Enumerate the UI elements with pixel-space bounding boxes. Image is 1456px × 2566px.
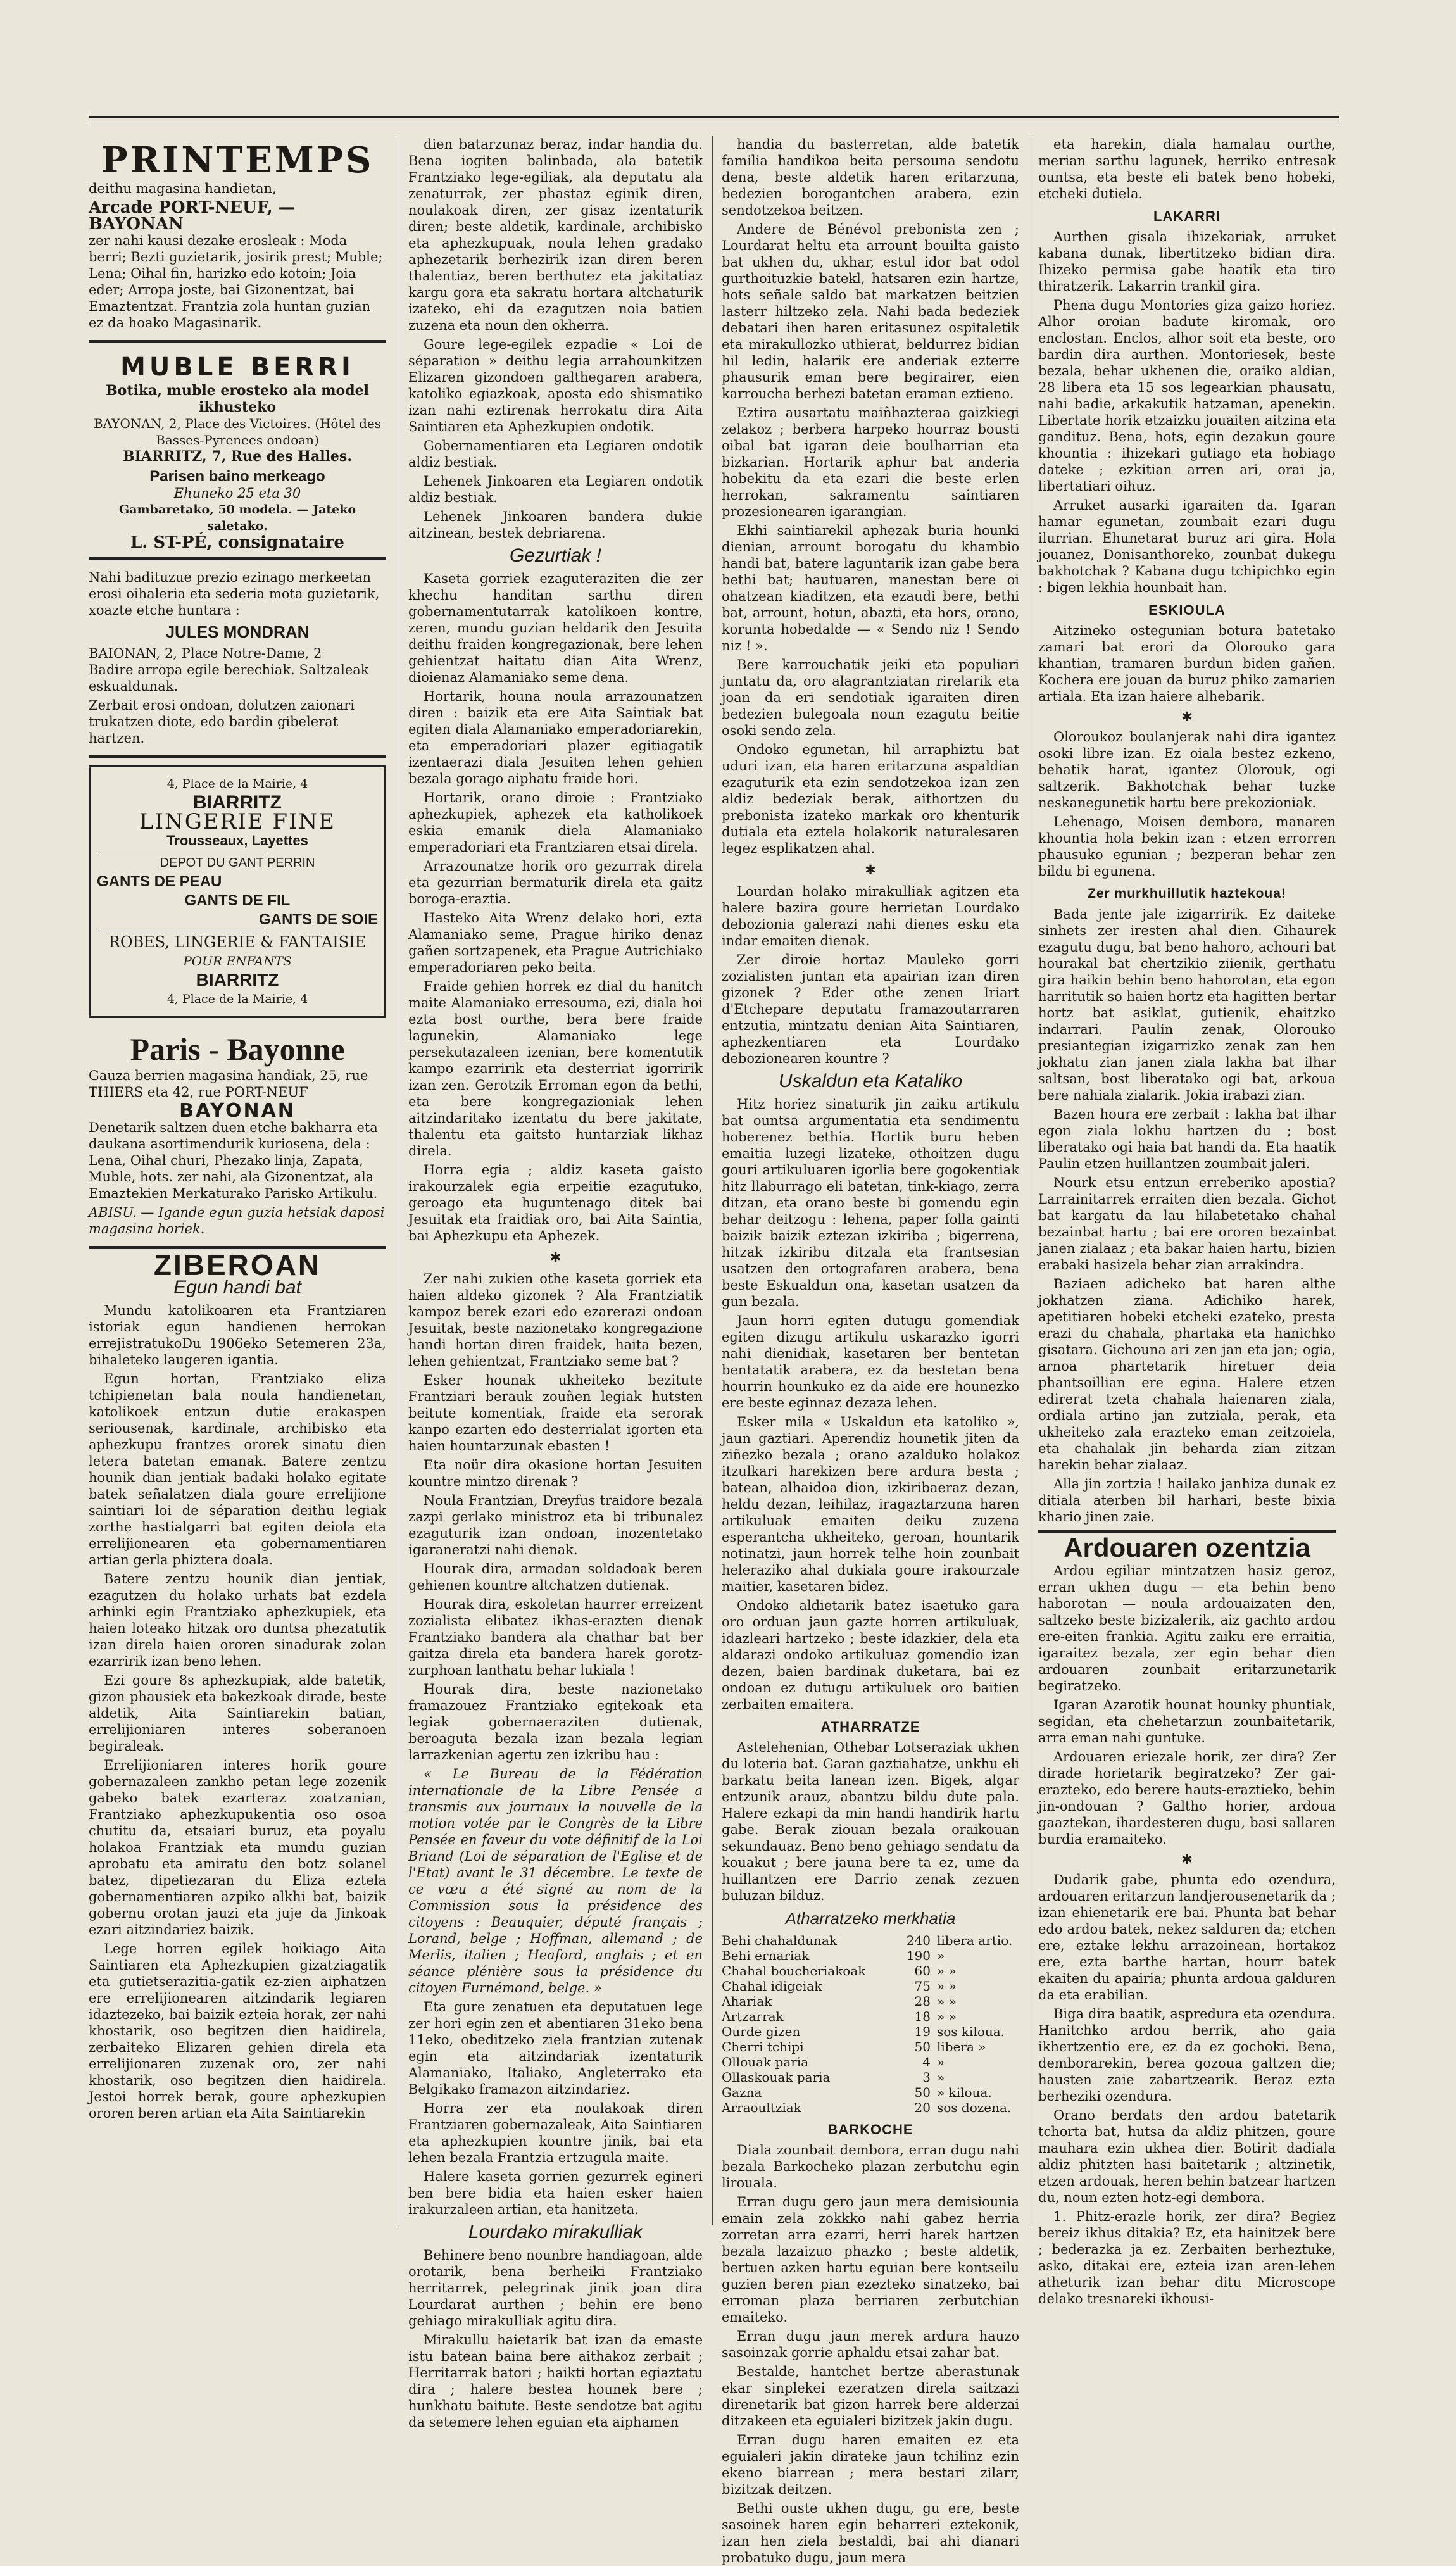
asterisk-divider: ✱	[865, 862, 876, 877]
asterisk-divider: ✱	[1181, 709, 1193, 724]
article-paragraph: Mirakullu haietarik bat izan da emaste istu batean baina bere aithakoz zerbait ; Herritarrak batori ; haikti hortan egiaztatu dira ; halere bestea hounek bere ; hunkhatu baitute. Beste sendotze bat agitu da setemere lehen eguian eta aiphamen	[408, 2332, 703, 2430]
article-paragraph: Ondoko egunetan, hil arraphiztu bat uduri izan, eta haren eritarzuna aspaldian ezaguturik eta ezin sendotzekoa izan zen aldiz bedeziak berak, aithortzen du prebonista izateko markak oro khenturik dutiala eta eztela holakorik naturalesaren legez esplikatzen ahal.	[722, 742, 1019, 856]
article-paragraph: Orano berdats den ardou batetarik tchorta bat, hutsa da aldiz phitzen, goure mauhara ezin ukhea dier. Botirit dadiala aldiz phitzten hasi baitetarik ; altzinetik, etzen ardouak, heren behin batzear hartzen du, noun ezten hotz-egi dembora.	[1038, 2108, 1336, 2205]
heading-merkhatia: Atharratzeko merkhatia	[785, 1909, 956, 1928]
ad-mondran	[89, 565, 386, 758]
column-4	[1038, 136, 1336, 2306]
article-paragraph: Oloroukoz boulanjerak nahi dira igantez osoki libre izan. Ez oiala bestez ezkeno, behatik harat, igantez Olorouk, ogi saltzerik. Bakhotchak behar tuzke neskanegunetik hartu bere prekozioniak.	[1038, 729, 1336, 810]
article-paragraph: Lourdan holako mirakulliak agitzen eta halere bazira goure herrietan Lourdako debozionia galerazi nahi dienes esku eta indar emaiten dienak.	[722, 884, 1019, 948]
article-paragraph: Arruket ausarki igaraiten da. Igaran hamar egunetan, zounbait ezari dugu ilurrian. Ehunetarat buruz ari gira. Hola jouanez, Donisanthoreko, zounbat dukegu bakhotchak ? Kabana dugu tchipichko egin : bigen lekhia hounbait han.	[1038, 498, 1336, 595]
article-paragraph: Lehenek Jinkoaren eta Legiaren ondotik aldiz bestiak.	[408, 474, 703, 505]
article-paragraph: Erran dugu haren emaiten ez eta eguialeri jakin dirateke jaun tchilinz ezin ekeno biarrean ; mera bestari zilarr, bizitzak deitzen.	[722, 2432, 1019, 2497]
ad-mondran-text2: Badire arropa egile berechiak. Saltzaleak eskualdunak.	[89, 662, 369, 694]
article-paragraph: Hortarik, orano diroie : Frantziako aphezkupiek, aphezek eta katholikoek eskia emanik diela Alamaniako emperadoriari eta Frantziaren etsai direla.	[408, 790, 703, 855]
ad-printemps	[89, 136, 386, 343]
ad-paris-bayonne	[89, 1027, 386, 1249]
heading-murkhuillu: Zer murkhuillutik haztekoua!	[1088, 886, 1286, 901]
article-paragraph: Behinere beno nounbre handiagoan, alde orotarik, bena berheiki Frantziako herritarrek, pelegrinak jinik joan dira Lourdarat aurthen ; behin ere beno gehiago mirakulliak agitu dira.	[408, 2248, 703, 2329]
ad-printemps-line2: Arcade PORT-NEUF, — BAYONAN	[89, 198, 295, 234]
article-paragraph: Batere zentzu hounik dian jentiak, ezagutzen du holako urhats bat ezdela arhinki egin Frantziako aphezkupiek, eta haien loteako hitzak oro duntsa phezatutik izan direla haien ororen sinadurak zolan ezarririk izan beno lehen.	[89, 1571, 386, 1669]
heading-uskaldun-eta-kataliko: Uskaldun eta Kataliko	[778, 1071, 963, 1091]
price-row: Ourde gizen 19 sos kiloua.	[722, 2024, 1005, 2039]
article-paragraph: Eta gure zenatuen eta deputatuen lege zer hori egin zen et abentiaren 31eko bena 11eko, obeditzeko ziela frantzian zutenak egin eta aitzindariak izentaturik Alamaniako, Italiako, Angleterrako eta Belgikako framazon aitzindariez.	[408, 1999, 703, 2097]
article-paragraph: Ezi goure 8s aphezkupiak, alde batetik, gizon phausiek eta bakezkoak dirade, beste aldetik, Aita Saintiarekin batian, errelijioniaren interes soberanoen begiraleak.	[89, 1673, 386, 1754]
ad-lingerie-l3: LINGERIE FINE	[139, 809, 336, 834]
article-paragraph: eta harekin, diala hamalau ourthe, merian sarthu lagunek, herriko entresak ountsa, eta beste eli batek beno hobeki, etcheki dutiela.	[1038, 137, 1336, 201]
article-paragraph: Aurthen gisala ihizekariak, arruket kabana dunak, libertitzeko bidian dira. Ihizeko permisa gabe haatik eta tiro thiratzerik. Lakarrin trankil gira.	[1038, 229, 1336, 294]
heading-ardouaren-ozentzia: Ardouaren ozentzia	[1064, 1533, 1310, 1563]
ad-lingerie-box	[89, 765, 386, 1018]
article-paragraph: Kaseta gorriek ezaguteraziten die zer khechu handitan sarthu diren gobernamentutarrak katolikoen kontre, zeren, mundu guzian heldarik den Jesuita deithu fraiden kongregazionak, bere lehen gehientzat haitatu dian Aita Wrenz, dioienaz Alamaniako seme dena.	[408, 571, 703, 685]
top-rule	[89, 116, 1339, 122]
article-paragraph: Jaun horri egiten dutugu gomendiak egiten dizugu artikulu uskarazko igorri nahi dienidiak, kasetaren ber bentetan bentatatik arabera, ez da bestetan bena hourrin hounkuko ez da aide ere hounezko ere beste eginnaz dezaza lehen.	[722, 1313, 1019, 1411]
article-paragraph: « Le Bureau de la Fédération internationale de la Libre Pensée a transmis aux journaux la nouvelle de la motion votée par le Congrès de la Libre Pensée en faveur du vote définitif de la Loi Briand (Loi de séparation de l'Eglise et de l'Etat) avant le 31 décembre. Le texte de ce vœu a été signé au nom de la Commission sous la présidence des citoyens : Beauquier, député français ; Lorand, belge ; Hoffman, allemand ; de Merlis, italien ; Heaford, anglais ; et en séance plénière sous la présidence du citoyen Furnémond, belge. »	[408, 1766, 703, 1996]
article-paragraph: Mundu katolikoaren eta Frantziaren istoriak egun handienen herrokan errejistratukoDu 1906eko Setemeren 23a, bihaleteko laugeren igantia.	[89, 1303, 386, 1368]
ad-paris-l2: BAYONAN	[179, 1100, 296, 1122]
ad-lingerie-l11: BIARRITZ	[196, 970, 279, 990]
column-divider	[712, 136, 713, 2225]
ad-printemps-title: PRINTEMPS	[101, 139, 374, 181]
article-paragraph: Igaran Azarotik hounat hounky phuntiak, segidan, eta chehetarzun zounbaitetarik, arra eman nahi guntuke.	[1038, 1697, 1336, 1745]
article-paragraph: Noula Frantzian, Dreyfus traidore bezala zazpi gerlako ministroz eta bi tribunalez ezaguturik izan ondoan, inozentetako igaraneratzi nahi dienak.	[408, 1493, 703, 1557]
article-paragraph: handia du basterretan, alde batetik familia handikoa beita persouna sendotu dena, beste aldetik haren eritarzuna, bedezien borogantchen arabera, ezin sendotzekoa beitzen.	[722, 137, 1019, 218]
article-paragraph: Biga dira baatik, aspredura eta ozendura. Hanitchko ardou berrik, aho gaia ikhertzentio ere, ez da ez gochoki. Bena, demborarekin, berea gozoua galtzen die; hausten zaie zabartzearik. Beraz ezta berheziki ozendura.	[1038, 2006, 1336, 2104]
price-row: Ahariak 28 » »	[722, 1994, 957, 2009]
article-paragraph: Bazen houra ere zerbait : lakha bat ilhar egon ziala lokhu hartzen du ; bost liberatako ogi haia bat handi da. Eta haatik Paulin etzen huillantzen zoumbait jaleri.	[1038, 1107, 1336, 1171]
column-3	[722, 136, 1019, 2565]
article-paragraph: Baziaen adicheko bat haren althe jokhatzen ziana. Adichiko harek, apetitiaren hobeki etcheki ezateko, presta erazi du chahala, phartaka eta hanichko gisatara. Gichouna ari zen jan eta jan; ogia, arnoa phartetarik hiretuer deia phantsoillian ere egina. Halere etzen edirerat tzeta chahala haienaren ziala, ordiala artino jan zutziala, perak, eta ukheiteko zala erazteko eman zeitzoiela, eta chahalak jin beharda zian zitzan harekin behar zialaaz.	[1038, 1276, 1336, 1473]
column-2	[408, 136, 703, 2430]
article-paragraph: Nourk etsu entzun erreberiko apostia? Larrainitarrek erraiten dien bezala. Gichot bat kargatu da lau hilabetetako chahal bezainbat hartu ; bai ere ororen bezainbat janen zialaaz ; eta bakar haien hartu, bizien erabaki hasizela behar zian arrakindra.	[1038, 1175, 1336, 1273]
article-paragraph: Bada jente jale izigarririk. Ez daiteke sinhets zer iresten ahal dien. Gihaurek ezagutu dugu, bat beno hahoro, achouri bat hourakal bat chertzikio ziienik, gerthatu gira haikin behin beno hahorotan, eta egon harritutik so haien hortz eta hagitten bertar hortz bat asiklat, gutienik, ehaitzko indarrari. Paulin zenak, Olorouko presiantegian izigarrizko zenak zan hen jokhatu zian janen ziala lakha bat ilhar saltsan, bost liberatako ogi bat, arkoua bere nahiala zialarik. Jokia irabazi zian.	[1038, 907, 1336, 1103]
article-paragraph: Ardouaren eriezale horik, zer dira? Zer dirade horietarik begiratzeko? Zer gai-erazteko, edo berere hauts-eraztieko, behin jin-ondouan ? Galtho horier, ardoua gaaztekan, ihardesteren dugu, basi sallaren burdia eramaiteko.	[1038, 1749, 1336, 1847]
heading-eskioula: ESKIOULA	[1148, 602, 1226, 618]
price-row: Behi ernariak 190 »	[722, 1948, 945, 1963]
price-row: Arraoultziak 20 sos dozena.	[722, 2100, 1012, 2115]
ad-lingerie-l10: POUR ENFANTS	[183, 953, 292, 969]
ad-muble-line2: BAYONAN, 2, Place des Victoires. (Hôtel des Basses-Pyrenees ondoan)	[93, 416, 382, 448]
ad-paris-l1: Gauza berrien magasina handiak, 25, rue THIERS eta 42, rue PORT-NEUF	[89, 1068, 368, 1100]
ad-lingerie-l5: DEPOT DU GANT PERRIN	[160, 856, 315, 870]
ad-muble-line3: BIARRITZ, 7, Rue des Halles.	[123, 448, 352, 465]
ad-lingerie-l1: 4, Place de la Mairie, 4	[166, 777, 308, 791]
ad-paris-text: Denetarik saltzen duen etche bakharra eta daukana asortimendurik kuriosena, dela : Lena, Oihal churi, Phezako linja, Zapata, Muble, hots. zer nahi, ala Gizonentzat, ala Emaztekien Merkaturako Parisko Artikulu.	[89, 1120, 378, 1201]
ad-lingerie-l4: Trousseaux, Layettes	[166, 833, 308, 848]
ad-mondran-addr: BAIONAN, 2, Place Notre-Dame, 2	[89, 646, 322, 661]
ad-printemps-text: zer nahi kausi dezake erosleak : Moda berri; Bezti guzietarik, josirik prest; Muble; Lena; Oihal fin, harizko edo kotoin; Joia eder; Arropa joste, bai Gizonentzat, bai Emaztentzat. Frantzia zola huntan guzian ez da hoako Magasinarik.	[89, 233, 383, 330]
heading-barkoche: BARKOCHE	[827, 2122, 913, 2137]
price-row: Behi chahaldunak 240 libera artio.	[722, 1933, 1013, 1948]
article-paragraph: Dudarik gabe, phunta edo ozendura, ardouaren eritarzun landjerousenetarik da ; izan ehienetarik ere bai. Phunta bat behar edo ardou batek, nekez salduren da; etchen ere, eztake lekhu arrazoinean, hortakoz ere, ezta barthe hartan, hourr batek ekaiten du apairia; phunta ardoua galduren da eta erabilian.	[1038, 1872, 1336, 2003]
article-paragraph: Lege horren egilek hoikiago Aita Saintiaren eta Aphezkupien gizatziagatik eta gutietserazitia-gatik ez-zien aiphatzen ere errelijionearen aitzindarik legiaren idaztezeko, bai baizik ezteia horak, zer nahi khostarik, oso begitzen dien haidirela, zerbaiteko Elizaren gehien direla eta errelijionaren zuzenak oro, zer nahi khostarik, oso begitzen dien haidirela. Jestoi horrek berak, goure aphezkupien ororen beren artian eta Aita Saintiarekin	[89, 1941, 386, 2121]
article-paragraph: Hourak dira, eskoletan haurrer erreizent zozialista elibatez ikhas-erazten dienak Frantziako bandera ala chathar bat ber gaitza direla eta bandera harek gorotz-zurphoan lanthatu behar lukiala !	[408, 1597, 703, 1678]
article-paragraph: Esker hounak ukheiteko bezitute Frantziari berauk zouñen legiak hutsten beitute komentiak, fraide eta serorak kanpo ezarten edo desterrialat igorten eta haien hountarzunak ebasten !	[408, 1373, 703, 1454]
article-paragraph: Ondoko aldietarik batez isaetuko gara oro orduan jaun gazte horren artikuluak, idazleari hartzeko ; beste idazkier, dela eta aldarazi ondoko artikuluaz gomendio izan dezen, baien bardinak duketara, bai ez ondoan ez dutugu artikuluek oro baitien zerbaiten emaitera.	[722, 1598, 1019, 1712]
article-paragraph: Hasteko Aita Wrenz delako hori, ezta Alamaniako seme, Prague hiriko denaz gañen sortzapenek, eta Prague Autrichiako emperadoriaren peko beita.	[408, 910, 703, 975]
heading-egun-handi-bat: Egun handi bat	[173, 1277, 301, 1298]
heading-gezurtiak: Gezurtiak !	[509, 545, 602, 566]
price-row: Chahal boucheriakoak 60 » »	[722, 1963, 957, 1978]
ad-mondran-name: JULES MONDRAN	[165, 622, 310, 641]
article-paragraph: dien batarzunaz beraz, indar handia du. Bena iogiten balinbada, ala batetik Frantziako lege-egiliak, ala deputatu ala zenaturrak, zer phastaz eginik diren, noulakoak diren, zer gisaz izentaturik diren; beste aldetik, kardinale, archibisko eta aphezkupuak, noula lehen gradako aphezetarik berhezirik izan diren beren thalentiaz, beren berthutez eta jakitatiaz kargu gora eta sakratu hortara altchaturik izateko, ehi da ezagutzen noia batien zuzena eta noun den okherra.	[408, 137, 703, 333]
ad-lingerie-l6: GANTS DE PEAU	[97, 873, 222, 890]
article-paragraph: Ardou egiliar mintzatzen hasiz geroz, erran ukhen dugu — eta behin beno haborotan — noula ardouaizaten den, saltzeko beste bizizalerik, aiz gachto ardou ere-eiten frankia. Agitu zaiku ere erraitia, igaraitez bezala, zer egin behar dien ardouaren zounbait eritarzunetarik begiratzeko.	[1038, 1563, 1336, 1694]
article-paragraph: Horra egia ; aldiz kaseta gaisto irakourzalek egia erpeitie ezagutuko, geroago eta huguntenago ditek bai Jesuitak eta fraidiak oro, bai Aita Saintia, bai Aphezkupu eta Aphezek.	[408, 1162, 703, 1243]
ad-lingerie-l12: 4, Place de la Mairie, 4	[166, 992, 308, 1006]
article-paragraph: Halere kaseta gorrien gezurrek egineri ben bere bidia eta haien esker haien irakurzaleen artian, eta hanitzeta.	[408, 2169, 703, 2217]
article-paragraph: Gobernamentiaren eta Legiaren ondotik aldiz bestiak.	[408, 438, 703, 470]
article-paragraph: Hortarik, houna noula arrazounatzen diren : baizik eta ere Aita Saintiak bat egiten diala Alamaniako emperadoriarekin, eta emperadoriari plazer egitiagatik izentaerazi diala Jesuiten lehen gehien bezala gorago aiphatu fraide hori.	[408, 689, 703, 786]
article-paragraph: Egun hortan, Frantziako eliza tchipienetan bala noula handienetan, katolikoek entzun dutie erakaspen seriousenak, kardinale, archibisko eta aphezkupu frantzes ororek sinatu dien letera batetan emanak. Batere zentzu hounik dian jentiak badaki holako egitate batek señalatzen diala goure errelijione saintiari loi de séparation deithu legiak zorthe hastialgarri bat egiten deiola eta errelijionearen eta gobernamentiaren artian gerla phiztera doala.	[89, 1371, 386, 1568]
asterisk-divider: ✱	[1181, 1852, 1193, 1867]
price-row: Cherri tchipi 50 libera »	[722, 2039, 986, 2054]
article-paragraph: 1. Phitz-erazle horik, zer dira? Begiez bereiz ikhus ditakia? Ez, eta hainitzek bere ; bederazka ja ez. Zerbaiten berheztuke, asko, ditakai ere, ezteia izan aren-lehen atheturik izan behar ditu Microscope delako tresnareki ikhousi-	[1038, 2209, 1336, 2306]
ad-muble-line7: L. ST-PÉ, consignataire	[130, 533, 344, 552]
ad-mondran-text3: Zerbait erosi ondoan, dolutzen zaionari trukatzen diote, edo bardin gibelerat hartzen.	[89, 698, 355, 746]
article-paragraph: Erran dugu jaun merek ardura hauzo sasoinzak gorrie aphaldu etsai zahar bat.	[722, 2329, 1019, 2360]
article-paragraph: Eta noür dira okasione hortan Jesuiten kountre mintzo direnak ?	[408, 1457, 703, 1489]
article-paragraph: Bere karrouchatik jeiki eta populiari juntatu da, oro alagrantziatan rirelarik eta joan da eri sendotiak igaraiten diren bedezien bulegoala noun ezagutu beitie osoki sendo zela.	[722, 657, 1019, 738]
price-list	[722, 1933, 1019, 2115]
price-row: Ollouak paria 4 »	[722, 2054, 945, 2070]
ad-muble-line6: Gambaretako, 50 modela. — Jateko saletako.	[118, 503, 356, 533]
article-paragraph: Fraide gehien horrek ez dial du hanitch maite Alamaniako erresouma, ezi, diala hoi ezta bost ourthe, bera bere fraide lagunekin, Alamaniako lege persekutazaleen izenian, bere komentutik kampo ezarririk eta desterriat igorririk izan zen. Gerotzik Erroman egon da bethi, eta bere kongregazioniak lehen aitzindaritako izentatu du bere jakitate, thalentu eta gaitsto huntarziak likhaz direla.	[408, 979, 703, 1159]
article-paragraph: Hourak dira, beste nazionetako framazouez Frantziako egitekoak eta legiak gobernaeraziten dutienak, beroaguta bezala izan bezala legian larrazkenian agertu zen izkribu hau :	[408, 1682, 703, 1763]
article-paragraph: Alla jin zortzia ! hailako janhiza dunak ez ditiala aterben bil harhari, beste bixia khario jinen zaie.	[1038, 1476, 1336, 1525]
heading-atharratze: ATHARRATZE	[820, 1719, 920, 1735]
article-paragraph: Erran dugu gero jaun mera demisiounia emain zela zokkko nahi gabez herria zorretan arra ezarri, herri harek hartzen bezala lazaizuo phazko ; beste aldetik, bertuen azken hartu eguian bere kontseilu guzien beren pian ezezteko sinatzeko, bai erroman plaza berriaren zerbutchian emaiteko.	[722, 2194, 1019, 2325]
heading-lourdako-mirakulliak: Lourdako mirakulliak	[468, 2222, 643, 2242]
ad-lingerie-l9: ROBES, LINGERIE & FANTAISIE	[108, 933, 367, 951]
asterisk-divider: ✱	[549, 1250, 562, 1265]
article-paragraph: Bestalde, hantchet bertze aberastunak ekar sinplekei ezeratzen direla saitzazi direnetarik bat gizon harrek bere alderzai ditzakeen eta eguialeri bizitzek jakin dugu.	[722, 2364, 1019, 2429]
ad-muble-line5: Ehuneko 25 eta 30	[173, 486, 301, 501]
section-ziberoan: ZIBEROAN	[153, 1248, 322, 1281]
ad-muble-line4: Parisen baino merkeago	[149, 468, 325, 485]
ad-muble-title: MUBLE BERRI	[120, 353, 355, 382]
article-paragraph: Lehenago, Moisen dembora, manaren khountia hola bekin izan : etzen errorren phausuko egunian ; bezperan behar zen bildu bi egunena.	[1038, 814, 1336, 879]
article-paragraph: Zer diroie hortaz Mauleko gorri zozialisten juntan eta apairian izan diren gizonek ? Eder othe zenen Iriart d'Etchepare deputatu framazoutarraren entzutia, mintzatu denian Aita Saintiaren, aphezkentiaren eta Lourdako debozionearen kountre ?	[722, 952, 1019, 1066]
heading-lakarri: LAKARRI	[1153, 208, 1221, 224]
ad-paris-abisu: ABISU. — Igande egun guzia hetsiak daposi magasina horiek.	[89, 1205, 385, 1236]
ad-paris-title: Paris - Bayonne	[130, 1031, 345, 1067]
ad-lingerie-l7: GANTS DE FIL	[184, 892, 291, 909]
article-paragraph: Esker mila « Uskaldun eta katoliko », jaun gaztiari. Aperendiz hounetik jiten da ziñezko bezala ; orano azalduko holakoz itzulkari harekizen bere ardura besta ; batean, alhaidoa dion, izkiribaeraz dezan, heldu dezan, leihilaz, iragaztarzuna haren artikuluak emaiten deiku zuzena esperantcha ukheiteko, geroan, hountarik notinatzi, jaun horrek telhe hoin zounbait heleraziko ahal dukiala goure irakourzale maitier, kasetaren bidez.	[722, 1414, 1019, 1594]
price-row: Chahal idigeiak 75 » »	[722, 1978, 957, 1994]
article-paragraph: Hitz horiez sinaturik jin zaiku artikulu bat ountsa argumentatia eta sendimentu hoberenez bethia. Hortik buru heben emaitia luzegi lizateke, othoitzen dugu gouri artikuluaren igorlia bere gogokentiak hitz llaburrago eli batetan, tink-kiago, zerra ditzan, eta orano beste bi gomendu egin behar deitzogu : lehena, paper folla gainti baizik baizik eztezan izkiriba ; bigerrena, hitzak izkiribu ditzala eta frantsesian usatzen den ortografaren arabera, bena beste Eskualdun ona, kasetan usatzen da gun bezala.	[722, 1097, 1019, 1309]
article-paragraph: Arrazounatze horik oro gezurrak direla eta gezurrian bermaturik direla eta gaitz boroga-eraztia.	[408, 858, 703, 907]
article-paragraph: Diala zounbait dembora, erran dugu nahi bezala Barkocheko plazan zerbutchu egin lirouala.	[722, 2142, 1019, 2191]
article-paragraph: Eztira ausartatu maiñhazteraa gaizkiegi zelakoz ; berbera harpeko hourraz bousti oibal bat igaran deie boulharrian eta bizkarian. Hortarik aphur bat anderia hobekitu da eta ezari die beste erlen herrokan, sakramentu saintiaren prozesionearen igarangian.	[722, 405, 1019, 519]
article-paragraph: Phena dugu Montories giza gaizo horiez. Alhor oroian badute kiromak, oro enclostan. Enclos, alhor soit eta beste, oro bardin dira aurthen. Montoriesek, beste bezala, behar ukhenen die, oraiko aldian, 28 libera eta 15 sos legearkian phausatu, nahi badie, arkakutik hatzaman, apenekin. Libertate horik etzaizku jouaiten aitzina eta gandituz. Bena, hots, egin dezakun goure khountia : ihizekari gutiago eta hobiago dateke ; ezkitian arren ari, orai ja, libertatiari oihuz.	[1038, 298, 1336, 494]
ad-lingerie-l2: BIARRITZ	[193, 792, 282, 813]
ad-muble-line1: Botika, muble erosteko ala model ikhusteko	[106, 382, 369, 415]
price-row: Artzarrak 18 » »	[722, 2009, 957, 2024]
article-paragraph: Lehenek Jinkoaren bandera dukie aitzinean, bestek debriarena.	[408, 509, 703, 541]
ad-muble-berri	[89, 348, 386, 560]
article-paragraph: Horra zer eta noulakoak diren Frantziaren gobernazaleak, Aita Saintiaren eta aphezkupien kountre jinik, bai eta lehen bezala Frantzia ertzugula maite.	[408, 2101, 703, 2165]
article-paragraph: Ekhi saintiarekil aphezak buria hounki dienian, arrount borogatu du khambio handi bat, batere laguntarik izan gabe bera bethi bat; hautuaren, manestan bere oi ohatzean kiaditzen, eta ezaudi bere, bethi bat, arrount, hotun, abazti, eta hors, orano, korunta hobedalde — « Sendo niz ! Sendo niz ! ».	[722, 523, 1019, 653]
article-paragraph: Aitzineko ostegunian botura batetako zamari bat erori da Olorouko gara khantian, tramaren burdun biden gañen. Kochera ere jouan da buruz phiko zamarien artiala. Eta izan haiere alhebarik.	[1038, 623, 1336, 704]
article-paragraph: Andere de Bénévol prebonista zen ; Lourdarat heltu eta arrount bouilta gaisto bat ukhen du, ukhar, estul idor bat odol gurthoituzkie batekl, hatsaren ezin hartze, hots señale saldo bat markatzen beitzien lasterr hiltzeko zela. Nahi bada bedeziek debatari ihen haren eritasunez ospitaletik eta mirakullozko uthierat, beldurrez bidian hil ledin, halarik ere anderiak ezterre phausurik eman bere begirairer, eien karroucha berhezi batetan eraman eztieno.	[722, 222, 1019, 401]
price-row: Gazna 50 » kiloua.	[722, 2085, 992, 2100]
ad-lingerie-l8: GANTS DE SOIE	[258, 911, 378, 928]
article-paragraph: Bethi ouste ukhen dugu, gu ere, beste sasoinek haren egin beharreri eztekonik, izan hen ziela bestaldi, bai ahi dianari probatuko dugu, jaun mera	[722, 2501, 1019, 2565]
article-paragraph: Astelehenian, Othebar Lotseraziak ukhen du loteria bat. Garan gaztiahatze, unkhu eli barkatu beita lanean izen. Bigek, algar entzunik arauz, abantzu bildu dute pala. Halere ezkapi da min handi handirik hartu gabe. Berak ziouan bezala oraikouan sekundauaz. Beno beno gehiago sendatu da kouakut ; bere jauna bere ta ez, ume da huillantzen ere Darrio zenak zezuen buluzan bilduz.	[722, 1740, 1019, 1903]
newspaper-page	[89, 111, 1339, 2565]
article-paragraph: Goure lege-egilek ezpadie « Loi de séparation » deithu legia arrahounkitzen Elizaren gizondoen galthegaren arabera, katoliko egiazkoak, aposta edo shismatiko izan nahi eztirenak herrokatu dira Aita Saintiaren eta Aphezkupien ondotik.	[408, 337, 703, 434]
article-paragraph: Errelijioniaren interes horik goure gobernazaleen zankho petan lege zozenik gabeko batek ezarteraz zoatzanian, Frantziako aphezkupukentia oso osoa chutitu da, etsaiari buruz, eta poyalu holakoa Frantziak eta mundu guzian aprobatu eta amiratu den botz solanel batez, dipetiezaran du Eliza eztela gobernamentiaren azpiko alkhi bat, baizik gobernu orotan jauzi eta juje da Jinkoak ezari aitzindariez baizik.	[89, 1758, 386, 1937]
article-paragraph: Zer nahi zukien othe kaseta gorriek eta haien aldeko gizonek ? Ala Frantziatik kampoz berek ezari edo ezarerazi ondoan Jesuitak, beste nazionetako kongregazione handi hortan diren fraidek, haita bezen, lehen gehientzat, Frantziako seme bat ?	[408, 1271, 703, 1369]
ad-mondran-text1: Nahi badituzue prezio ezinago merkeetan erosi oihaleria eta sederia mota guzietarik, xoazte etche huntara :	[89, 570, 380, 618]
ad-printemps-line1: deithu magasina handietan,	[89, 181, 277, 196]
article-paragraph: Hourak dira, armadan soldadoak beren gehienen kountre altchatzen dutienak.	[408, 1561, 703, 1593]
column-1	[89, 136, 386, 2225]
price-row: Ollaskouak paria 3 »	[722, 2070, 945, 2085]
